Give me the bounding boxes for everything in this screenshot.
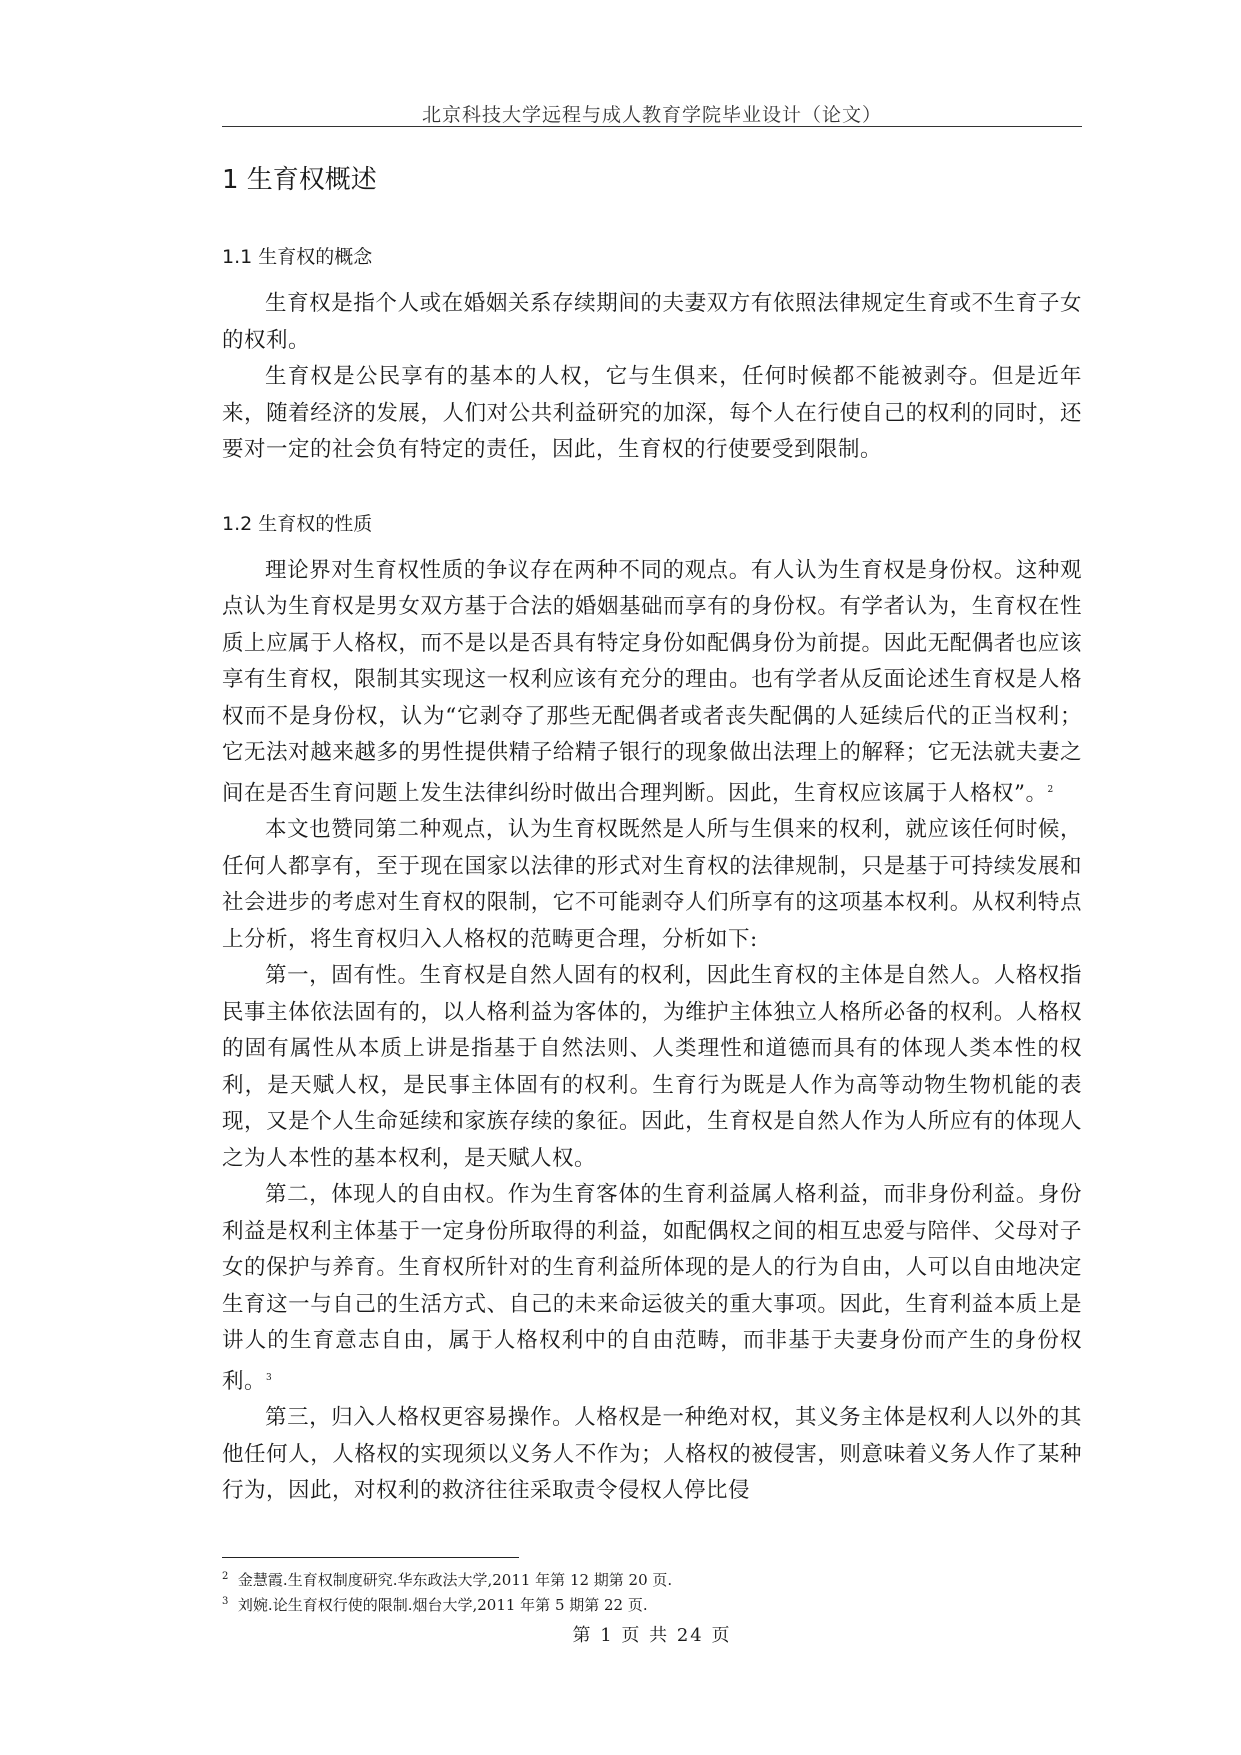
paragraph: 理论界对生育权性质的争议存在两种不同的观点。有人认为生育权是身份权。这种观点认为生育权是男女双方基于合法的婚姻基础而享有的身份权。有学者认为，生育权在性质上应属于人格权，而不是以是否具有特定身份如配偶身份为前提。因此无配偶者也应该享有生育权，限制其实现这一权利应该有充分的理由。也有学者从反面论述生育权是人格权而不是身份权，认为“它剥夺了那些无配偶者或者丧失配偶的人延续后代的正当权利；它无法对越来越多的男性提供精子给精子银行的现象做出法理上的解释；它无法就夫妻之间在是否生育问题上发生法律纠纷时做出合理判断。因此，生育权应该属于人格权”。$^2$ — [222, 557, 1082, 806]
page-header: 北京科技大学远程与成人教育学院毕业设计（论文） — [421, 104, 882, 126]
footnote-ref: 3 — [266, 1372, 272, 1383]
footnote-mark: 2 — [222, 1571, 229, 1582]
section-title: 1.1 生育权的概念 — [222, 246, 373, 268]
paragraph: 第二，体现人的自由权。作为生育客体的生育利益属人格利益，而非身份利益。身份利益是权利主体基于一定身份所取得的利益，如配偶权之间的相互忠爱与陪伴、父母对子女的保护与养育。生育权所针对的生育利益所体现的是人的行为自由，人可以自由地决定生育这一与自己的生活方式、自己的未来命运彼关的重大事项。因此，生育利益本质上是讲人的生育意志自由，属于人格权利中的自由范畴，而非基于夫妻身份而产生的身份权利。$^3$ — [222, 1182, 1082, 1394]
footnotes — [222, 1566, 1082, 1616]
footnote-mark: 3 — [222, 1596, 229, 1607]
chapter-title: 1 生育权概述 — [222, 165, 377, 195]
footnote-ref: 2 — [1047, 784, 1054, 795]
section-title: 1.2 生育权的性质 — [222, 512, 373, 535]
footnote-divider — [222, 1557, 519, 1558]
footnote-text: 金慧霞.生育权制度研究.华东政法大学,2011 年第 12 期第 20 页. — [237, 1571, 673, 1589]
footnote — [222, 1591, 1082, 1616]
footnote-text: 刘婉.论生育权行使的限制.烟台大学,2011 年第 5 期第 22 页. — [237, 1596, 648, 1614]
footnote — [222, 1566, 1082, 1591]
paragraph: 本文也赞同第二种观点，认为生育权既然是人所与生俱来的权利，就应该任何时候，任何人都享有，至于现在国家以法律的形式对生育权的法律规制，只是基于可持续发展和社会进步的考虑对生育权的限制，它不可能剥夺人们所享有的这项基本权利。从权利特点上分析，将生育权归入人格权的范畴更合理，分析如下: — [222, 817, 1082, 952]
page-number: 第 1 页 共 24 页 — [572, 1625, 732, 1646]
paragraph: 生育权是公民享有的基本的人权，它与生俱来，任何时候都不能被剥夺。但是近年来，随着经济的发展，人们对公共利益研究的加深，每个人在行使自己的权利的同时，还要对一定的社会负有特定的责任，因此，生育权的行使要受到限制。 — [222, 364, 1082, 462]
header-divider — [222, 126, 1082, 127]
paragraph: 第一，固有性。生育权是自然人固有的权利，因此生育权的主体是自然人。人格权指民事主体依法固有的，以人格利益为客体的，为维护主体独立人格所必备的权利。人格权的固有属性从本质上讲是指基于自然法则、人类理性和道德而具有的体现人类本性的权利，是天赋人权，是民事主体固有的权利。生育行为既是人作为高等动物生物机能的表现，又是个人生命延续和家族存续的象征。因此，生育权是自然人作为人所应有的体现人之为人本性的基本权利，是天赋人权。 — [222, 963, 1082, 1171]
paragraph: 第三，归入人格权更容易操作。人格权是一种绝对权，其义务主体是权利人以外的其他任何人，人格权的实现须以义务人不作为；人格权的被侵害，则意味着义务人作了某种行为，因此，对权利的救济往往采取责令侵权人停比侵 — [222, 1405, 1082, 1504]
page-body — [222, 150, 1082, 1510]
paragraph: 生育权是指个人或在婚姻关系存续期间的夫妻双方有依照法律规定生育或不生育子女的权利。 — [222, 291, 1082, 353]
